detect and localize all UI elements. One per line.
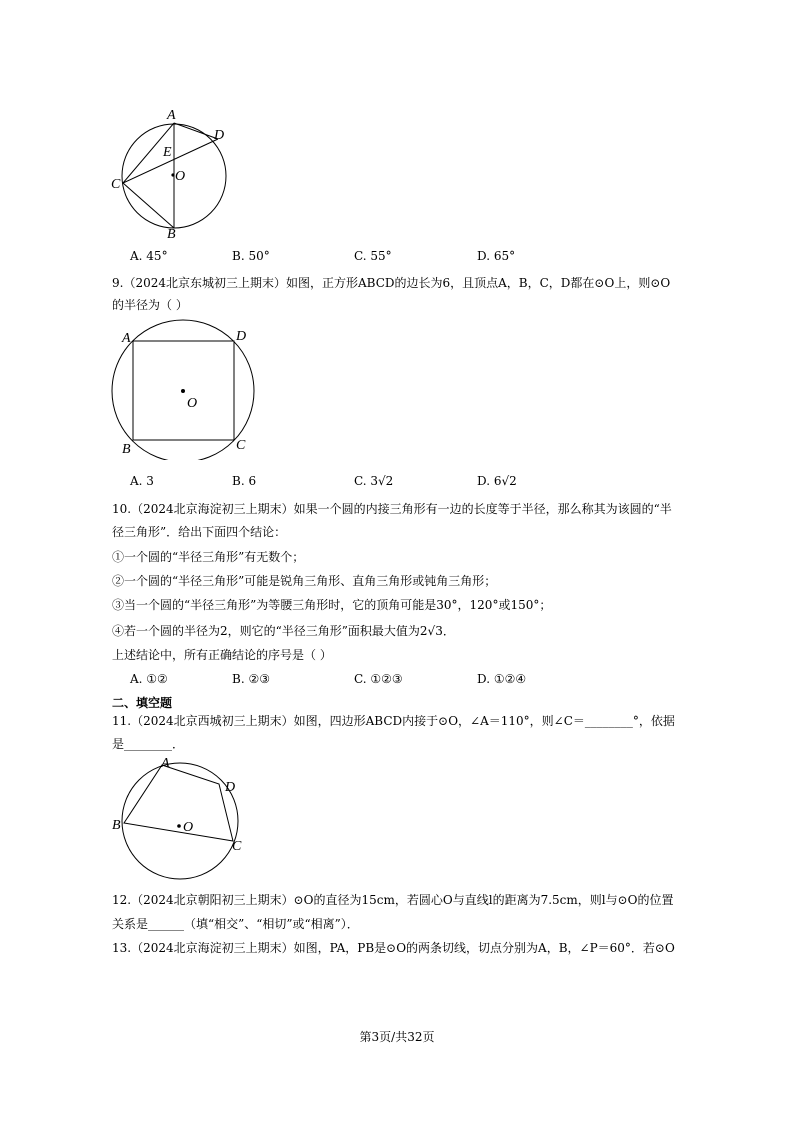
label-a: A — [161, 756, 170, 771]
q10-statement-4: ④若一个圆的半径为2，则它的“半径三角形”面积最大值为2√3． — [112, 624, 455, 638]
q10-statement-1: ①一个圆的“半径三角形”有无数个； — [112, 550, 305, 564]
q10-question: 上述结论中，所有正确结论的序号是（ ） — [112, 648, 332, 662]
q10-statement-2: ②一个圆的“半径三角形”可能是锐角三角形、直角三角形或钝角三角形； — [112, 574, 497, 588]
q10-option-d: D. ①②④ — [477, 672, 527, 686]
center-dot-q11 — [177, 824, 181, 828]
label-b: B — [122, 442, 131, 457]
label-b: B — [112, 818, 121, 833]
q10-text-line1: 10.（2024北京海淀初三上期末）如果一个圆的内接三角形有一边的长度等于半径，那么称其为该圆的“半 — [112, 502, 672, 516]
q11-text-line1: 11.（2024北京西城初三上期末）如图，四边形ABCD内接于⊙O，∠A＝110°，则∠C＝________°，依据 — [112, 714, 675, 728]
label-e: E — [163, 145, 172, 160]
chord-ad — [174, 123, 218, 139]
q9-option-c: C. 3√2 — [354, 474, 394, 488]
q11-text-line2: 是________． — [112, 737, 185, 751]
q9-option-a: A. 3 — [130, 474, 154, 488]
q8-option-a: A. 45° — [130, 249, 168, 263]
q9-text-line1: 9.（2024北京东城初三上期末）如图，正方形ABCD的边长为6，且顶点A，B，C，D都在⊙O上，则⊙O — [112, 276, 671, 290]
label-o: O — [187, 396, 198, 411]
label-a: A — [167, 108, 176, 123]
q8-option-c: C. 55° — [354, 249, 392, 263]
q9-option-b: B. 6 — [232, 474, 257, 488]
q9-text-line2: 的半径为（ ） — [112, 298, 188, 312]
label-c: C — [236, 438, 246, 453]
label-a: A — [122, 331, 131, 346]
q10-text-line2: 径三角形”．给出下面四个结论： — [112, 525, 287, 539]
label-o: O — [175, 169, 186, 184]
q8-option-d: D. 65° — [477, 249, 516, 263]
page-number: 第3页/共32页 — [359, 1030, 435, 1044]
figure-q11 — [106, 755, 250, 885]
label-c: C — [232, 839, 242, 854]
q10-option-b: B. ②③ — [232, 672, 270, 686]
q13-text-line1: 13.（2024北京海淀初三上期末）如图，PA，PB是⊙O的两条切线，切点分别为A，B，∠P＝60°．若⊙O — [112, 941, 675, 955]
q8-option-b: B. 50° — [232, 249, 270, 263]
label-c: C — [111, 177, 121, 192]
q9-option-d: D. 6√2 — [477, 474, 517, 488]
circle-q11 — [122, 763, 238, 879]
figure-q9 — [105, 318, 265, 460]
q12-text-line1: 12.（2024北京朝阳初三上期末）⊙O的直径为15cm，若圆心O与直线l的距离为7.5cm，则l与⊙O的位置 — [112, 893, 674, 907]
label-b: B — [167, 227, 176, 242]
label-d: D — [214, 128, 225, 143]
center-dot-q9 — [181, 389, 185, 393]
section-heading: 二、填空题 — [112, 696, 173, 710]
q12-text-line2: 关系是______（填“相交”、“相切”或“相离”）． — [112, 917, 359, 931]
q10-statement-3: ③当一个圆的“半径三角形”为等腰三角形时，它的顶角可能是30°，120°或150°； — [112, 598, 552, 612]
label-o: O — [183, 820, 194, 835]
figure-q8 — [105, 104, 235, 244]
label-d: D — [225, 780, 236, 795]
label-d: D — [236, 329, 247, 344]
q10-option-c: C. ①②③ — [354, 672, 403, 686]
q10-option-a: A. ①② — [130, 672, 168, 686]
